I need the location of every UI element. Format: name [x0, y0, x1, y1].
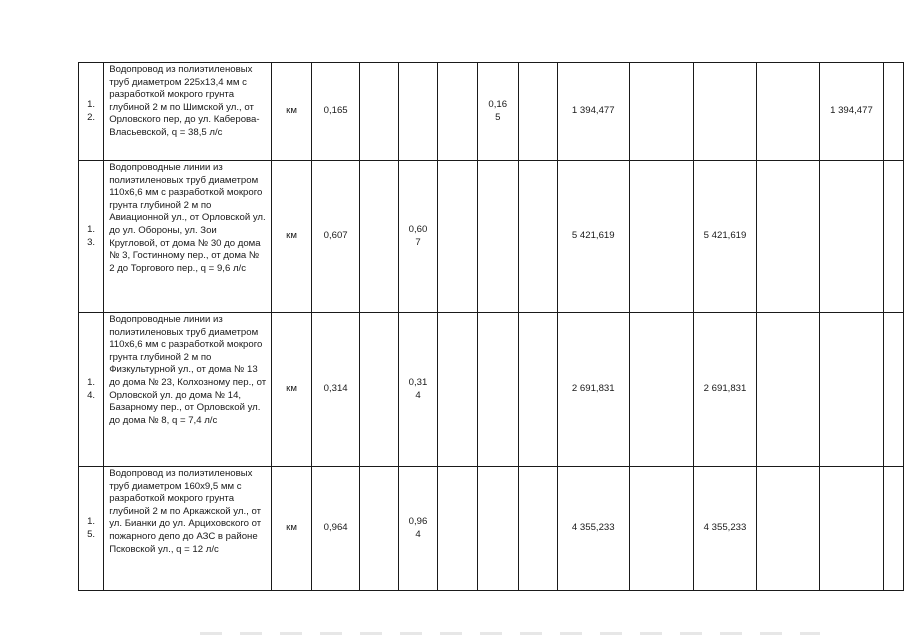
row-length: 0,165	[312, 63, 360, 161]
row-cell	[694, 63, 757, 161]
row-unit: км	[272, 467, 312, 591]
row-cell	[437, 313, 477, 467]
row-description: Водопровод из полиэтиленовых труб диаметром 160х9,5 мм с разработкой мокрого грунта глубиной 2 м по Аркажской ул., от ул. Бианки до ул. Арциховского от пожарного депо до АЗС в районе Псковской ул., q = 12 л/с	[104, 467, 272, 591]
table-row	[79, 161, 904, 313]
row-cell: 1 394,477	[819, 63, 883, 161]
table-row	[79, 467, 904, 591]
row-length: 0,607	[312, 161, 360, 313]
row-cell	[360, 313, 399, 467]
row-cell	[437, 63, 477, 161]
row-cell	[819, 313, 883, 467]
investment-table	[78, 62, 904, 591]
row-cell	[518, 63, 557, 161]
row-cell	[518, 161, 557, 313]
row-cell	[629, 161, 693, 313]
row-cell	[477, 313, 518, 467]
row-cell	[437, 161, 477, 313]
row-cell: 0,60 7	[399, 161, 438, 313]
row-cell	[518, 467, 557, 591]
row-unit: км	[272, 161, 312, 313]
row-cell	[477, 467, 518, 591]
row-number: 1. 2.	[79, 63, 104, 161]
table-row	[79, 313, 904, 467]
row-cell	[629, 63, 693, 161]
row-description: Водопровод из полиэтиленовых труб диаметром 225х13,4 мм с разработкой мокрого грунта глубиной 2 м по Шимской ул., от Орловского пер, до ул. Каберова-Власьевской, q = 38,5 л/с	[104, 63, 272, 161]
row-cell: 0,96 4	[399, 467, 438, 591]
row-cell	[883, 313, 903, 467]
row-number: 1. 5.	[79, 467, 104, 591]
row-cell	[437, 467, 477, 591]
row-cell	[629, 313, 693, 467]
row-cell	[756, 467, 819, 591]
table-row	[79, 63, 904, 161]
row-cell	[360, 63, 399, 161]
row-cell	[819, 161, 883, 313]
row-number: 1. 4.	[79, 313, 104, 467]
row-cell	[756, 63, 819, 161]
row-cell	[883, 161, 903, 313]
scan-artifact	[200, 632, 820, 635]
row-cell: 0,16 5	[477, 63, 518, 161]
row-total-cost: 2 691,831	[557, 313, 629, 467]
row-length: 0,314	[312, 313, 360, 467]
row-cell: 2 691,831	[694, 313, 757, 467]
row-unit: км	[272, 63, 312, 161]
row-cell	[360, 467, 399, 591]
row-cell: 0,31 4	[399, 313, 438, 467]
row-number: 1. 3.	[79, 161, 104, 313]
row-total-cost: 1 394,477	[557, 63, 629, 161]
row-cell	[883, 467, 903, 591]
row-cell: 4 355,233	[694, 467, 757, 591]
row-cell	[629, 467, 693, 591]
row-total-cost: 5 421,619	[557, 161, 629, 313]
row-cell	[756, 161, 819, 313]
row-cell	[819, 467, 883, 591]
row-cell	[756, 313, 819, 467]
row-length: 0,964	[312, 467, 360, 591]
row-cell	[518, 313, 557, 467]
row-cell	[360, 161, 399, 313]
row-description: Водопроводные линии из полиэтиленовых труб диаметром 110х6,6 мм с разработкой мокрого грунта глубиной 2 м по Физкультурной ул., от дома № 13 до дома № 23, Колхозному пер., от Орловской ул. до дома № 14, Базарному пер., от Орловской ул. до дома № 8, q = 7,4 л/с	[104, 313, 272, 467]
row-description: Водопроводные линии из полиэтиленовых труб диаметром 110х6,6 мм с разработкой мокрого грунта глубиной 2 м по Авиационной ул., от Орловской ул. до ул. Обороны, ул. Зои Кругловой, от дома № 30 до дома № 3, Гостинному пер., от дома № 2 до Торгового пер., q = 9,6 л/с	[104, 161, 272, 313]
row-cell	[477, 161, 518, 313]
row-cell	[883, 63, 903, 161]
row-cell: 5 421,619	[694, 161, 757, 313]
row-total-cost: 4 355,233	[557, 467, 629, 591]
row-unit: км	[272, 313, 312, 467]
row-cell	[399, 63, 438, 161]
